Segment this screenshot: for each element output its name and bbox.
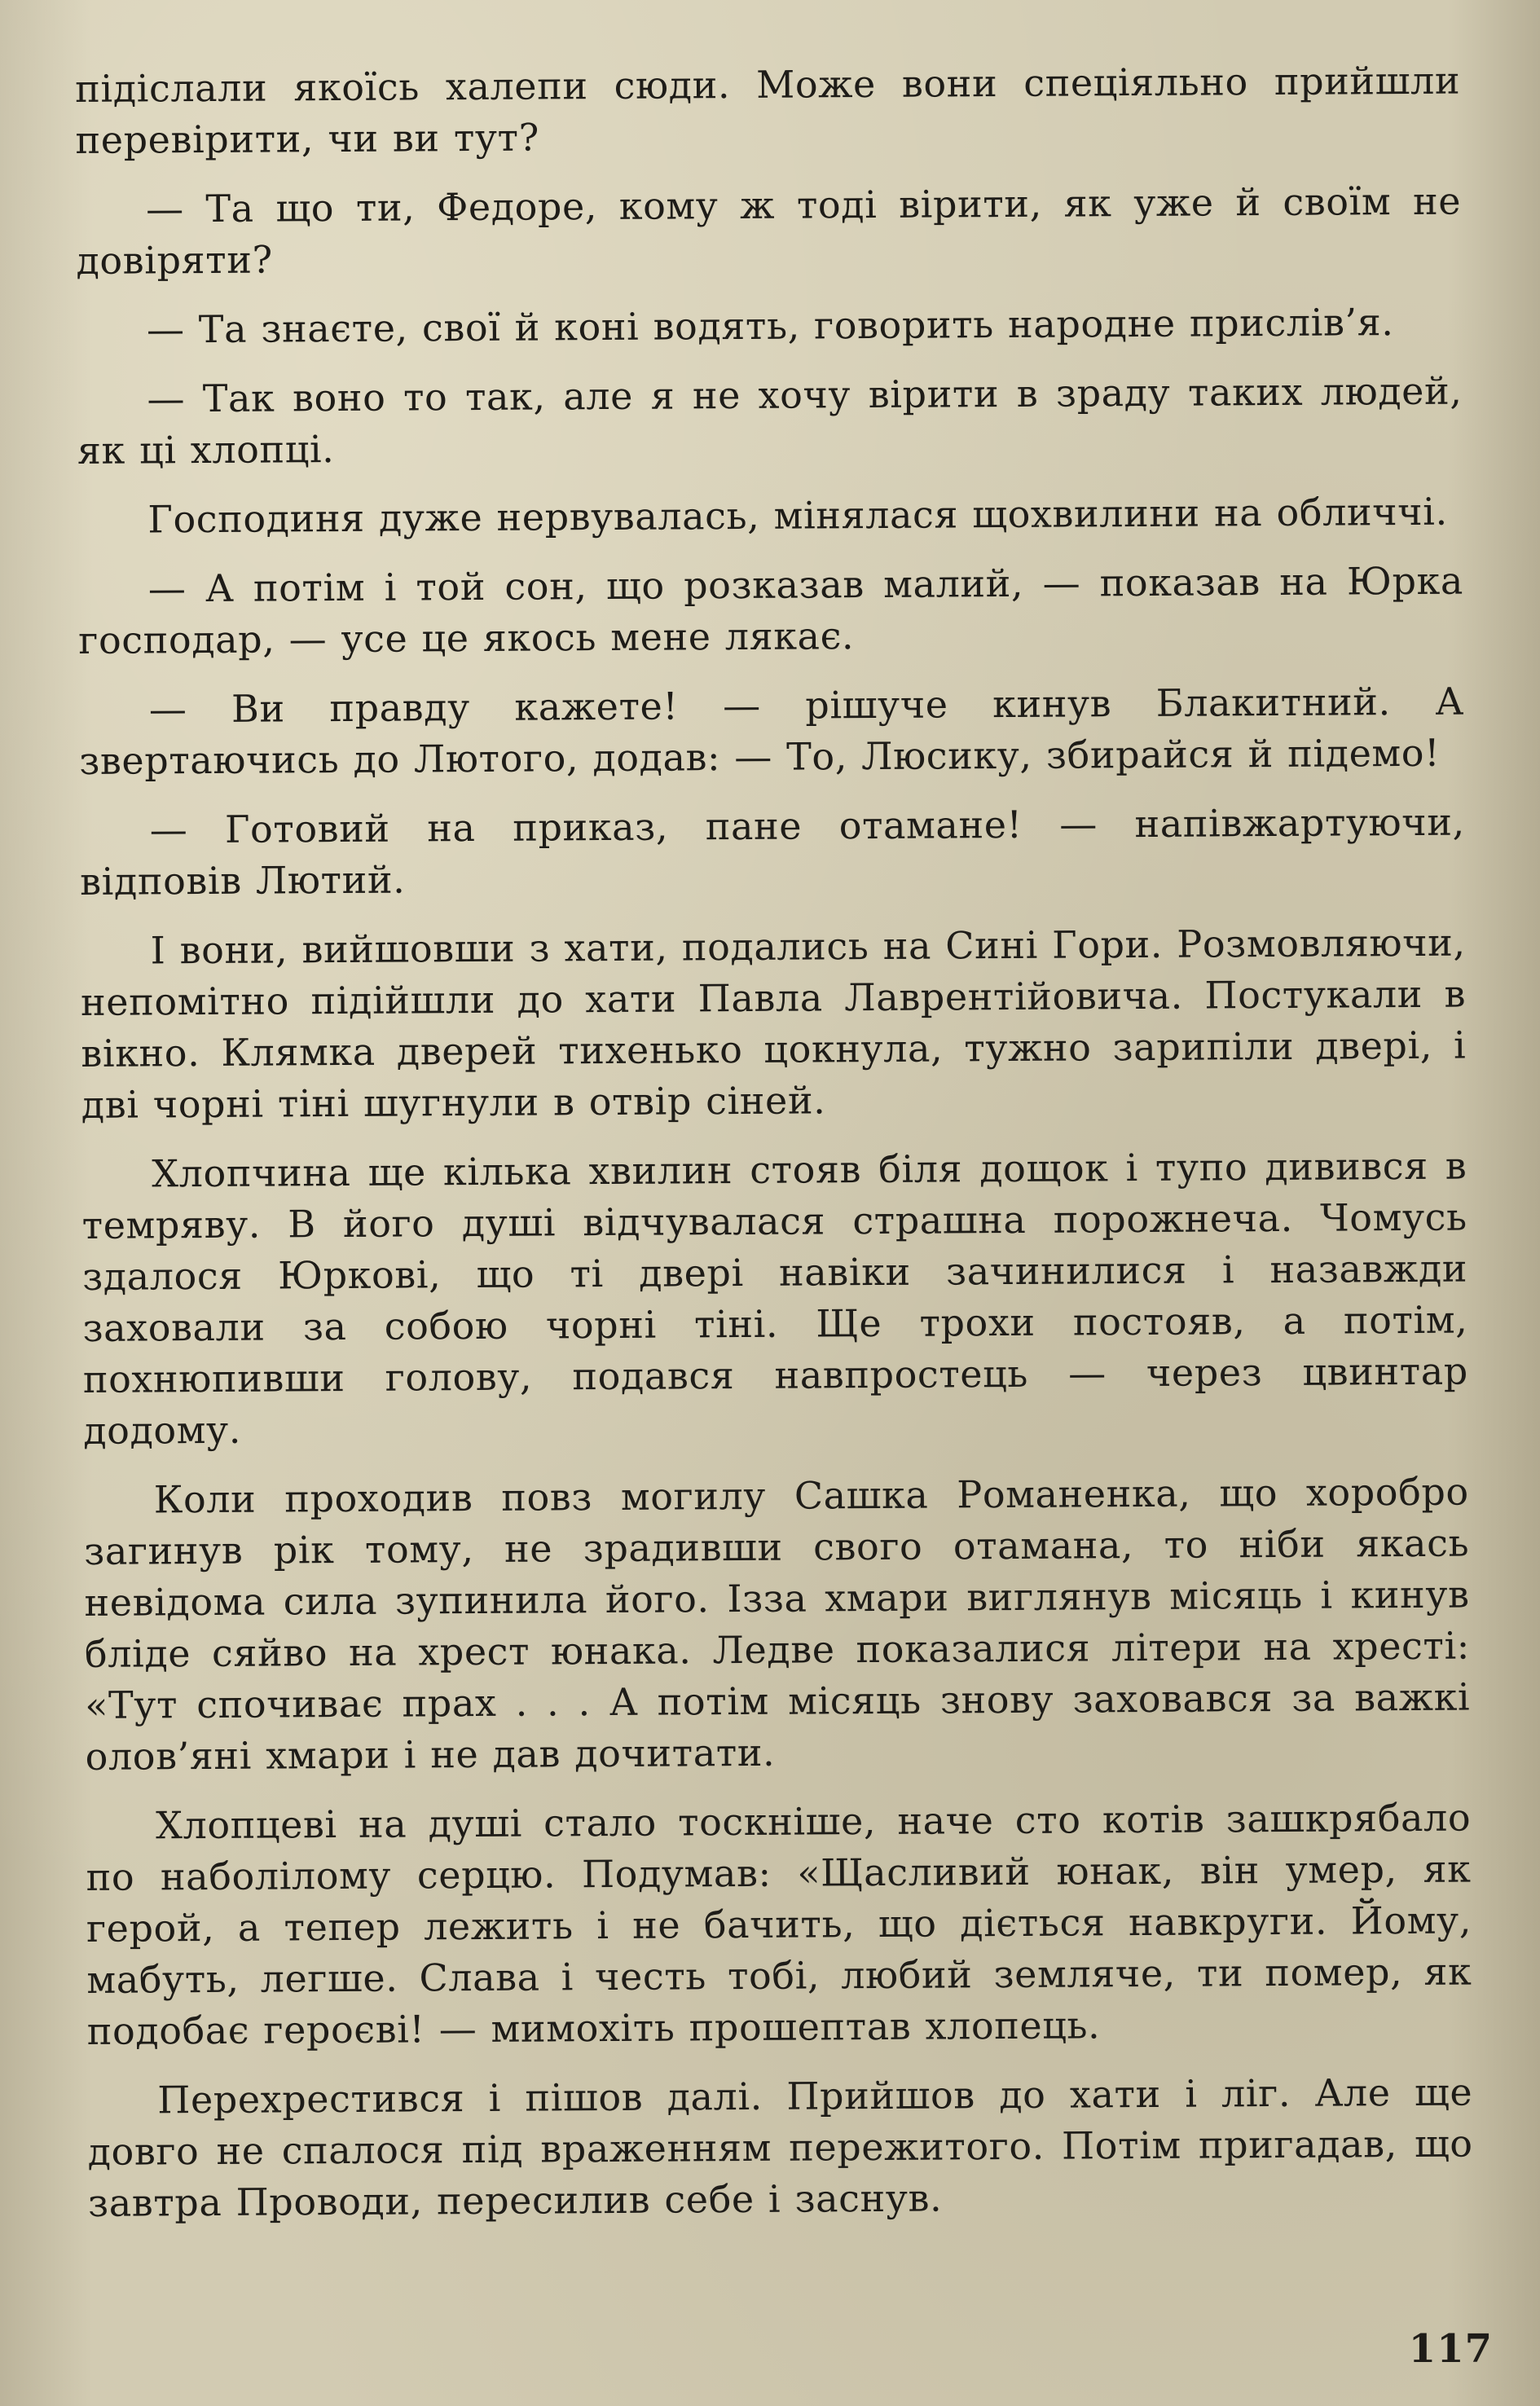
paragraph-narration: І вони, вийшовши з хати, подались на Сині Гори. Розмовляючи, непомітно підійшли до хати Павла Лаврентійовича. Постукали в вікно. Клямка дверей тихенько цокнула, тужно зарипіли двері, і дві чорні тіні шугнули в отвір сіней. xyxy=(80,920,1467,1127)
paragraph-dialogue: — Готовий на приказ, пане отамане! — напівжартуючи, відповів Лютий. xyxy=(79,799,1465,904)
paragraph-dialogue: — Так воно то так, але я не хочу вірити в зраду таких людей, як ці хлопці. xyxy=(77,368,1463,473)
paragraph-narration: Перехрестився і пішов далі. Прийшов до хати і ліг. Але ще довго не спалося під враженням пережитого. Потім пригадав, що завтра Проводи, пересилив себе і заснув. xyxy=(87,2070,1473,2225)
paragraph-dialogue: — Та що ти, Федоре, кому ж тоді вірити, як уже й своїм не довіряти? xyxy=(76,178,1462,283)
paragraph-narration: Хлопчина ще кілька хвилин стояв біля дощок і тупо дивився в темряву. В його душі відчувалася страшна порожнеча. Чомусь здалося Юркові, що ті двері навіки зачинилися і назавжди заховали за собою чорні тіні. Ще трохи постояв, а потім, похнюпивши голову, подався навпростець — через цвинтар додому. xyxy=(81,1143,1468,1453)
paragraph-dialogue: — Та знаєте, свої й коні водять, говорить народне прислів’я. xyxy=(146,300,1394,352)
paragraph-dialogue: — А потім і той сон, що розказав малий, — показав на Юрка господар, — усе це якось мене лякає. xyxy=(78,558,1464,662)
paragraph-narration: Господиня дуже нервувалась, мінялася щохвилини на обличчі. xyxy=(147,489,1448,542)
paragraph-narration: Коли проходив повз могилу Сашка Романенка, що хоробро загинув рік тому, не зрадивши свого отамана, то ніби якась невідома сила зупинила його. Ізза хмари виглянув місяць і кинув бліде сяйво на хрест юнака. Ледве показалися літери на хресті: «Тут спочиває прах . . . А потім місяць знову заховався за важкі олов’яні хмари і не дав дочитати. xyxy=(83,1469,1471,1779)
paragraph-continued: підіслали якоїсь халепи сюди. Може вони спеціяльно прийшли перевірити, чи ви тут? xyxy=(75,58,1461,162)
paragraph-dialogue: — Ви правду кажете! — рішуче кинув Блакитний. А звертаючись до Лютого, додав: — То, Люсику, збирайся й підемо! xyxy=(79,679,1464,783)
page-body-text xyxy=(75,55,1473,2247)
page-number: 117 xyxy=(1408,2326,1493,2372)
paragraph-narration: Хлопцеві на душі стало тоскніше, наче сто котів зашкрябало по наболілому серцю. Подумав: «Щасливий юнак, він умер, як герой, а тепер лежить і не бачить, що діється навкруги. Йому, мабуть, легше. Слава і честь тобі, любий земляче, ти помер, як подобає героєві! — мимохіть прошептав хлопець. xyxy=(86,1795,1472,2053)
